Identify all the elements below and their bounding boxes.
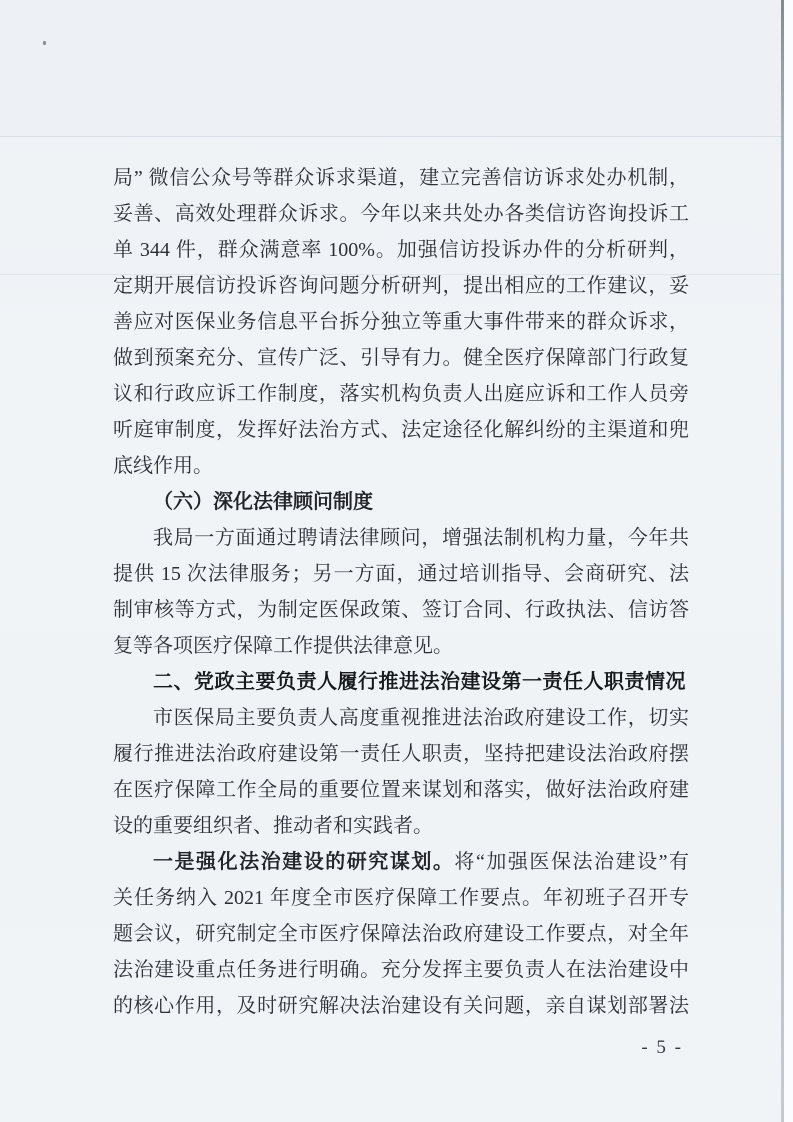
text-line	[113, 160, 689, 196]
text-segment: 复等各项医疗保障工作提供法律意见。	[113, 635, 453, 657]
text-segment: 局” 微信公众号等群众诉求渠道，建立完善信访诉求处办机制，	[113, 167, 689, 189]
text-segment: 题会议，研究制定全市医疗保障法治政府建设工作要点，对全年	[113, 923, 689, 945]
text-line	[113, 880, 689, 916]
text-line	[113, 448, 689, 484]
text-segment: 法治建设重点任务进行明确。充分发挥主要负责人在法治建设中	[113, 959, 689, 981]
text-segment: 妥善、高效处理群众诉求。今年以来共处办各类信访咨询投诉工	[113, 203, 689, 225]
text-line	[113, 592, 689, 628]
text-segment: 底线作用。	[113, 455, 213, 477]
text-segment: 关任务纳入 2021 年度全市医疗保障工作要点。年初班子召开专	[113, 887, 689, 909]
text-line	[113, 412, 689, 448]
text-segment-heading: （六）深化法律顾问制度	[153, 491, 373, 513]
text-line	[113, 556, 689, 592]
text-segment: 的核心作用，及时研究解决法治建设有关问题，亲自谋划部署法	[113, 995, 689, 1017]
scan-top-band	[0, 0, 793, 136]
text-line	[113, 952, 689, 988]
document-text-block	[113, 160, 689, 1024]
text-segment: 将“加强医保法治建设”有	[454, 851, 689, 873]
text-line	[113, 772, 689, 808]
text-segment-heading: 一是强化法治建设的研究谋划。	[153, 851, 455, 873]
text-line	[113, 736, 689, 772]
text-segment: 设的重要组织者、推动者和实践者。	[113, 815, 433, 837]
page-number: - 5 -	[641, 1037, 683, 1058]
text-segment: 做到预案充分、宣传广泛、引导有力。健全医疗保障部门行政复	[113, 347, 689, 369]
text-line	[113, 628, 689, 664]
text-segment: 善应对医保业务信息平台拆分独立等重大事件带来的群众诉求，	[113, 311, 689, 333]
text-segment: 我局一方面通过聘请法律顾问，增强法制机构力量，今年共	[153, 527, 689, 549]
scan-artifact-speck	[43, 41, 46, 45]
text-line	[113, 304, 689, 340]
scan-artifact-line	[0, 136, 784, 137]
text-segment: 制审核等方式，为制定医保政策、签订合同、行政执法、信访答	[113, 599, 689, 621]
text-line	[113, 988, 689, 1024]
text-line	[113, 268, 689, 304]
text-line	[113, 808, 689, 844]
text-segment: 履行推进法治政府建设第一责任人职责，坚持把建设法治政府摆	[113, 743, 689, 765]
text-line	[113, 520, 689, 556]
text-segment: 听庭审制度，发挥好法治方式、法定途径化解纠纷的主渠道和兜	[113, 419, 689, 441]
text-segment: 议和行政应诉工作制度，落实机构负责人出庭应诉和工作人员旁	[113, 383, 689, 405]
text-line	[113, 700, 689, 736]
text-segment-heading: 二、党政主要负责人履行推进法治建设第一责任人职责情况	[153, 671, 686, 693]
text-line	[113, 844, 689, 880]
text-line	[113, 664, 689, 700]
text-segment: 在医疗保障工作全局的重要位置来谋划和落实，做好法治政府建	[113, 779, 689, 801]
text-segment: 市医保局主要负责人高度重视推进法治政府建设工作，切实	[153, 707, 689, 729]
text-segment: 提供 15 次法律服务；另一方面，通过培训指导、会商研究、法	[113, 563, 689, 585]
text-segment: 单 344 件，群众满意率 100%。加强信访投诉办件的分析研判，	[113, 239, 689, 261]
text-line	[113, 916, 689, 952]
text-segment: 定期开展信访投诉咨询问题分析研判，提出相应的工作建议，妥	[113, 275, 689, 297]
text-line	[113, 232, 689, 268]
text-line	[113, 340, 689, 376]
text-line	[113, 376, 689, 412]
scan-edge-shadow	[781, 0, 784, 1122]
scan-edge-margin	[784, 0, 793, 1122]
text-line	[113, 484, 689, 520]
text-line	[113, 196, 689, 232]
